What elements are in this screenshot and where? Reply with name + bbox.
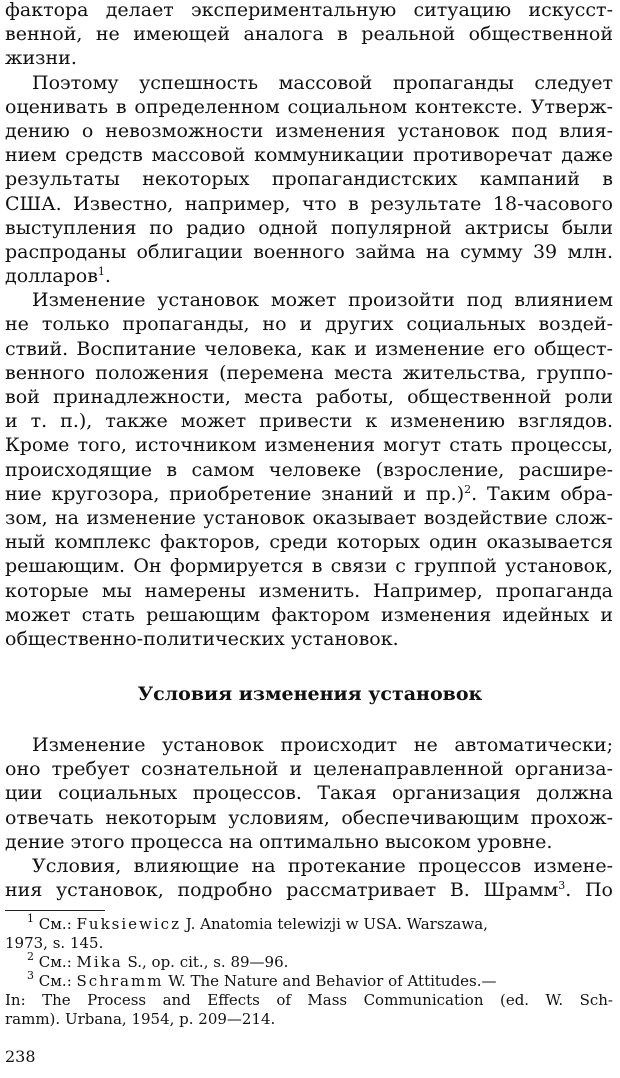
footnote-ref: 1 (97, 265, 105, 279)
text-line: дение этого процесса на оптимально высоком уровне. (5, 830, 553, 853)
text-line: долларов$^1$. (5, 265, 111, 288)
text-line: Изменение установок может произойти под влиянием (32, 289, 613, 312)
text-line: не только пропаганды, но и других социальных воздей- (5, 313, 613, 336)
section-text (5, 733, 613, 902)
text-line: выступления по радио одной популярной актрисы были (5, 216, 613, 239)
footnote-text: W. The Nature and Behavior of Attitudes.— (163, 972, 497, 990)
footnote-text: См.: (38, 915, 77, 933)
text-line: зом, на изменение установок оказывает воздействие слож- (5, 506, 613, 529)
text-line: вой принадлежности, места работы, общественной роли (5, 386, 613, 408)
text-line: общественно-политических установок. (5, 627, 399, 650)
text-fragment: ние кругозора, приобретение знаний и пр.) (5, 482, 465, 505)
footnote-1 (5, 912, 613, 934)
main-text (5, 0, 613, 651)
text-line: которые мы намерены изменить. Например, пропаганда (5, 579, 613, 602)
text-line: ствий. Воспитание человека, как и изменение его общест- (5, 337, 613, 360)
text-line: распроданы облигации военного займа на сумму 39 млн. (5, 240, 613, 263)
text-line: нием средств массовой коммуникации противоречат даже (5, 144, 613, 167)
text-line: фактора делает экспериментальную ситуацию искусст- (5, 0, 613, 21)
text-line: ный комплекс факторов, среди которых один оказывается (5, 531, 613, 554)
text-line: жизни. (5, 47, 77, 70)
footnote-3-cont: ramm). Urbana, 1954, p. 209—214. (5, 1010, 276, 1028)
text-line: и т. п.), также может привести к изменению взглядов. (5, 410, 613, 433)
footnote-mark: 2 (27, 950, 34, 963)
footnote-text: S., op. cit., s. 89—96. (122, 953, 289, 971)
footnote-1-cont: 1973, s. 145. (5, 934, 104, 952)
text-line: дению о невозможности изменения установок под влия- (5, 119, 613, 142)
footnote-text: См.: (38, 953, 77, 971)
text-line: ции социальных процессов. Такая организация должна (5, 782, 613, 805)
text-line: венной, не имеющей аналога в реальной общественной (5, 23, 613, 46)
text-line: отвечать некоторым условиям, обеспечивающим прохож- (5, 806, 613, 829)
text-fragment: . Таким обра- (471, 482, 613, 505)
footnote-3-cont: In: The Process and Effects of Mass Communication (ed. W. Sch- (5, 991, 613, 1009)
text-fragment: долларов (5, 265, 98, 288)
text-line: венного положения (перемена места жительства, группо- (5, 361, 613, 384)
page-number: 238 (5, 1047, 36, 1066)
text-line: оценивать в определенном социальном контексте. Утверж- (5, 95, 613, 118)
text-line (5, 878, 613, 902)
text-line: США. Известно, например, что в результате 18-часового (5, 192, 613, 215)
footnote-divider (5, 910, 105, 911)
footnote-ref: 3 (558, 879, 566, 893)
footnote-text: J. Anatomia telewizji w USA. Warszawa, (181, 915, 488, 933)
text-line: Изменение установок происходит не автоматически; (32, 734, 613, 756)
footnote-2 (5, 950, 613, 972)
footnote-mark: 3 (27, 969, 34, 982)
footnote-author: Fuksiewicz (76, 915, 181, 933)
text-fragment: ния установок, подробно рассматривает В. Шрамм (5, 879, 559, 902)
text-line: Кроме того, источником изменения могут стать процессы, (5, 434, 613, 457)
footnote-author: Schramm (76, 972, 164, 990)
footnote-mark: 1 (27, 912, 34, 925)
text-line: решающим. Он формируется в связи с группой установок, (5, 555, 613, 578)
footnote-ref: 2 (464, 482, 472, 496)
text-line (5, 482, 613, 506)
footnote-text: См.: (38, 972, 77, 990)
text-line: результаты некоторых пропагандистских кампаний в (5, 168, 613, 191)
footnotes (5, 912, 613, 1029)
text-line: Условия, влияющие на протекание процессов измене- (32, 854, 613, 877)
footnote-author: Mika (76, 953, 123, 971)
text-fragment: . По (565, 879, 613, 902)
text-line: происходящие в самом человеке (взросление, расшире- (5, 458, 613, 481)
text-line: Поэтому успешность массовой пропаганды следует (32, 71, 613, 94)
text-line: оно требует сознательной и целенаправленной организа- (5, 758, 613, 781)
text-line: может стать решающим фактором изменения идейных и (5, 603, 613, 626)
footnote-3 (5, 969, 613, 991)
section-heading: Условия изменения установок (137, 683, 483, 705)
